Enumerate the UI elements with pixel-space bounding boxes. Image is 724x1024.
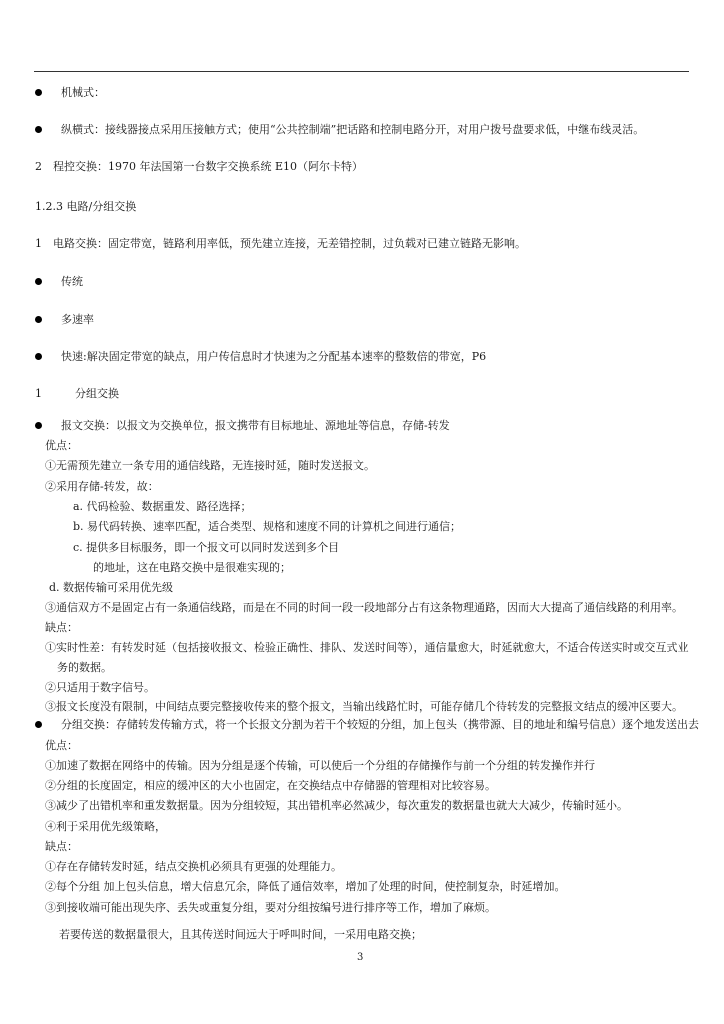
top-rule xyxy=(34,71,689,72)
text-line: ③报文长度没有限制，中间结点要完整接收传来的整个报文，当输出线路忙时，可能存储几个待转发的完整报文结点的缓冲区要大。 xyxy=(45,700,683,713)
text-line: 1 分组交换 xyxy=(35,387,119,400)
text-line: ①加速了数据在网络中的传输。因为分组是逐个传输，可以使后一个分组的存储操作与前一个分组的转发操作并行 xyxy=(45,759,595,772)
text-line: d. 数据传输可采用优先级 xyxy=(49,581,174,594)
section-heading: 1.2.3 电路/分组交换 xyxy=(35,200,137,213)
text-line: ③到接收端可能出现失序、丢失或重复分组，要对分组按编号进行排序等工作，增加了麻烦。 xyxy=(45,901,496,914)
text-line: ③通信双方不是固定占有一条通信线路，而是在不同的时间一段一段地部分占有这条物理通路，因而大大提高了通信线路的利用率。 xyxy=(45,601,683,614)
text-line: b. 易代码转换、速率匹配，适合类型、规格和速度不同的计算机之间进行通信； xyxy=(73,520,462,533)
text-line: ③减少了出错机率和重发数据量。因为分组较短，其出错机率必然减少，每次重发的数据量也就大大减少，传输时延小。 xyxy=(45,799,628,812)
text-line: 2 程控交换：1970 年法国第一台数字交换系统 E10（阿尔卡特） xyxy=(35,160,364,173)
bullet-dot xyxy=(35,353,42,360)
text-line: ①实时性差：有转发时延（包括接收报文、检验正确性、排队、发送时间等），通信量愈大，时延就愈大，不适合传送实时或交互式业 xyxy=(45,641,689,654)
bullet-dot xyxy=(35,278,42,285)
text-line: 传统 xyxy=(61,275,83,288)
text-line: 1 电路交换：固定带宽，链路利用率低，预先建立连接，无差错控制，过负载对已建立链路无影响。 xyxy=(35,237,526,250)
bullet-dot xyxy=(35,422,42,429)
text-line: ②分组的长度固定，相应的缓冲区的大小也固定，在交换结点中存储器的管理相对比较容易。 xyxy=(45,779,496,792)
text-line: 的地址，这在电路交换中是很难实现的； xyxy=(93,561,291,574)
text-line: 报文交换：以报文为交换单位，报文携带有目标地址、源地址等信息，存储-转发 xyxy=(61,419,450,432)
text-line: 多速率 xyxy=(61,313,94,326)
page-number: 3 xyxy=(357,952,364,963)
text-line: ①存在存储转发时延，结点交换机必须具有更强的处理能力。 xyxy=(45,860,342,873)
text-line: ②采用存储-转发，故： xyxy=(45,480,159,493)
text-line: ②只适用于数字信号。 xyxy=(45,681,155,694)
text-line: 若要传送的数据量很大，且其传送时间远大于呼叫时间，一采用电路交换； xyxy=(59,928,422,941)
text-line: 优点： xyxy=(45,439,78,452)
text-line: 纵横式：接线器接点采用压接触方式；使用“公共控制端”把话路和控制电路分开，对用户拨号盘要求低，中继布线灵活。 xyxy=(61,123,645,136)
bullet-dot xyxy=(35,89,42,96)
text-line: 机械式： xyxy=(61,86,105,99)
text-line: 缺点： xyxy=(45,621,78,634)
bullet-dot xyxy=(35,721,42,728)
text-line: c. 提供多目标服务，即一个报文可以同时发送到多个目 xyxy=(73,541,340,554)
text-line: 务的数据。 xyxy=(57,661,112,674)
text-line: ①无需预先建立一条专用的通信线路，无连接时延，随时发送报文。 xyxy=(45,459,375,472)
text-line: 缺点： xyxy=(45,840,78,853)
text-line: ②每个分组 加上包头信息，增大信息冗余，降低了通信效率，增加了处理的时间，使控制复杂，时延增加。 xyxy=(45,880,566,893)
text-line: a. 代码检验、数据重发、路径选择； xyxy=(73,500,252,513)
text-line: 分组交换：存储转发传输方式，将一个长报文分割为若干个较短的分组，加上包头（携带源、目的地址和编号信息）逐个地发送出去 xyxy=(61,718,699,731)
text-line: 快速:解决固定带宽的缺点，用户传信息时才快速为之分配基本速率的整数倍的带宽，P6 xyxy=(61,350,487,363)
text-line: ④利于采用优先级策略， xyxy=(45,820,166,833)
text-line: 优点： xyxy=(45,739,78,752)
bullet-dot xyxy=(35,316,42,323)
bullet-dot xyxy=(35,126,42,133)
